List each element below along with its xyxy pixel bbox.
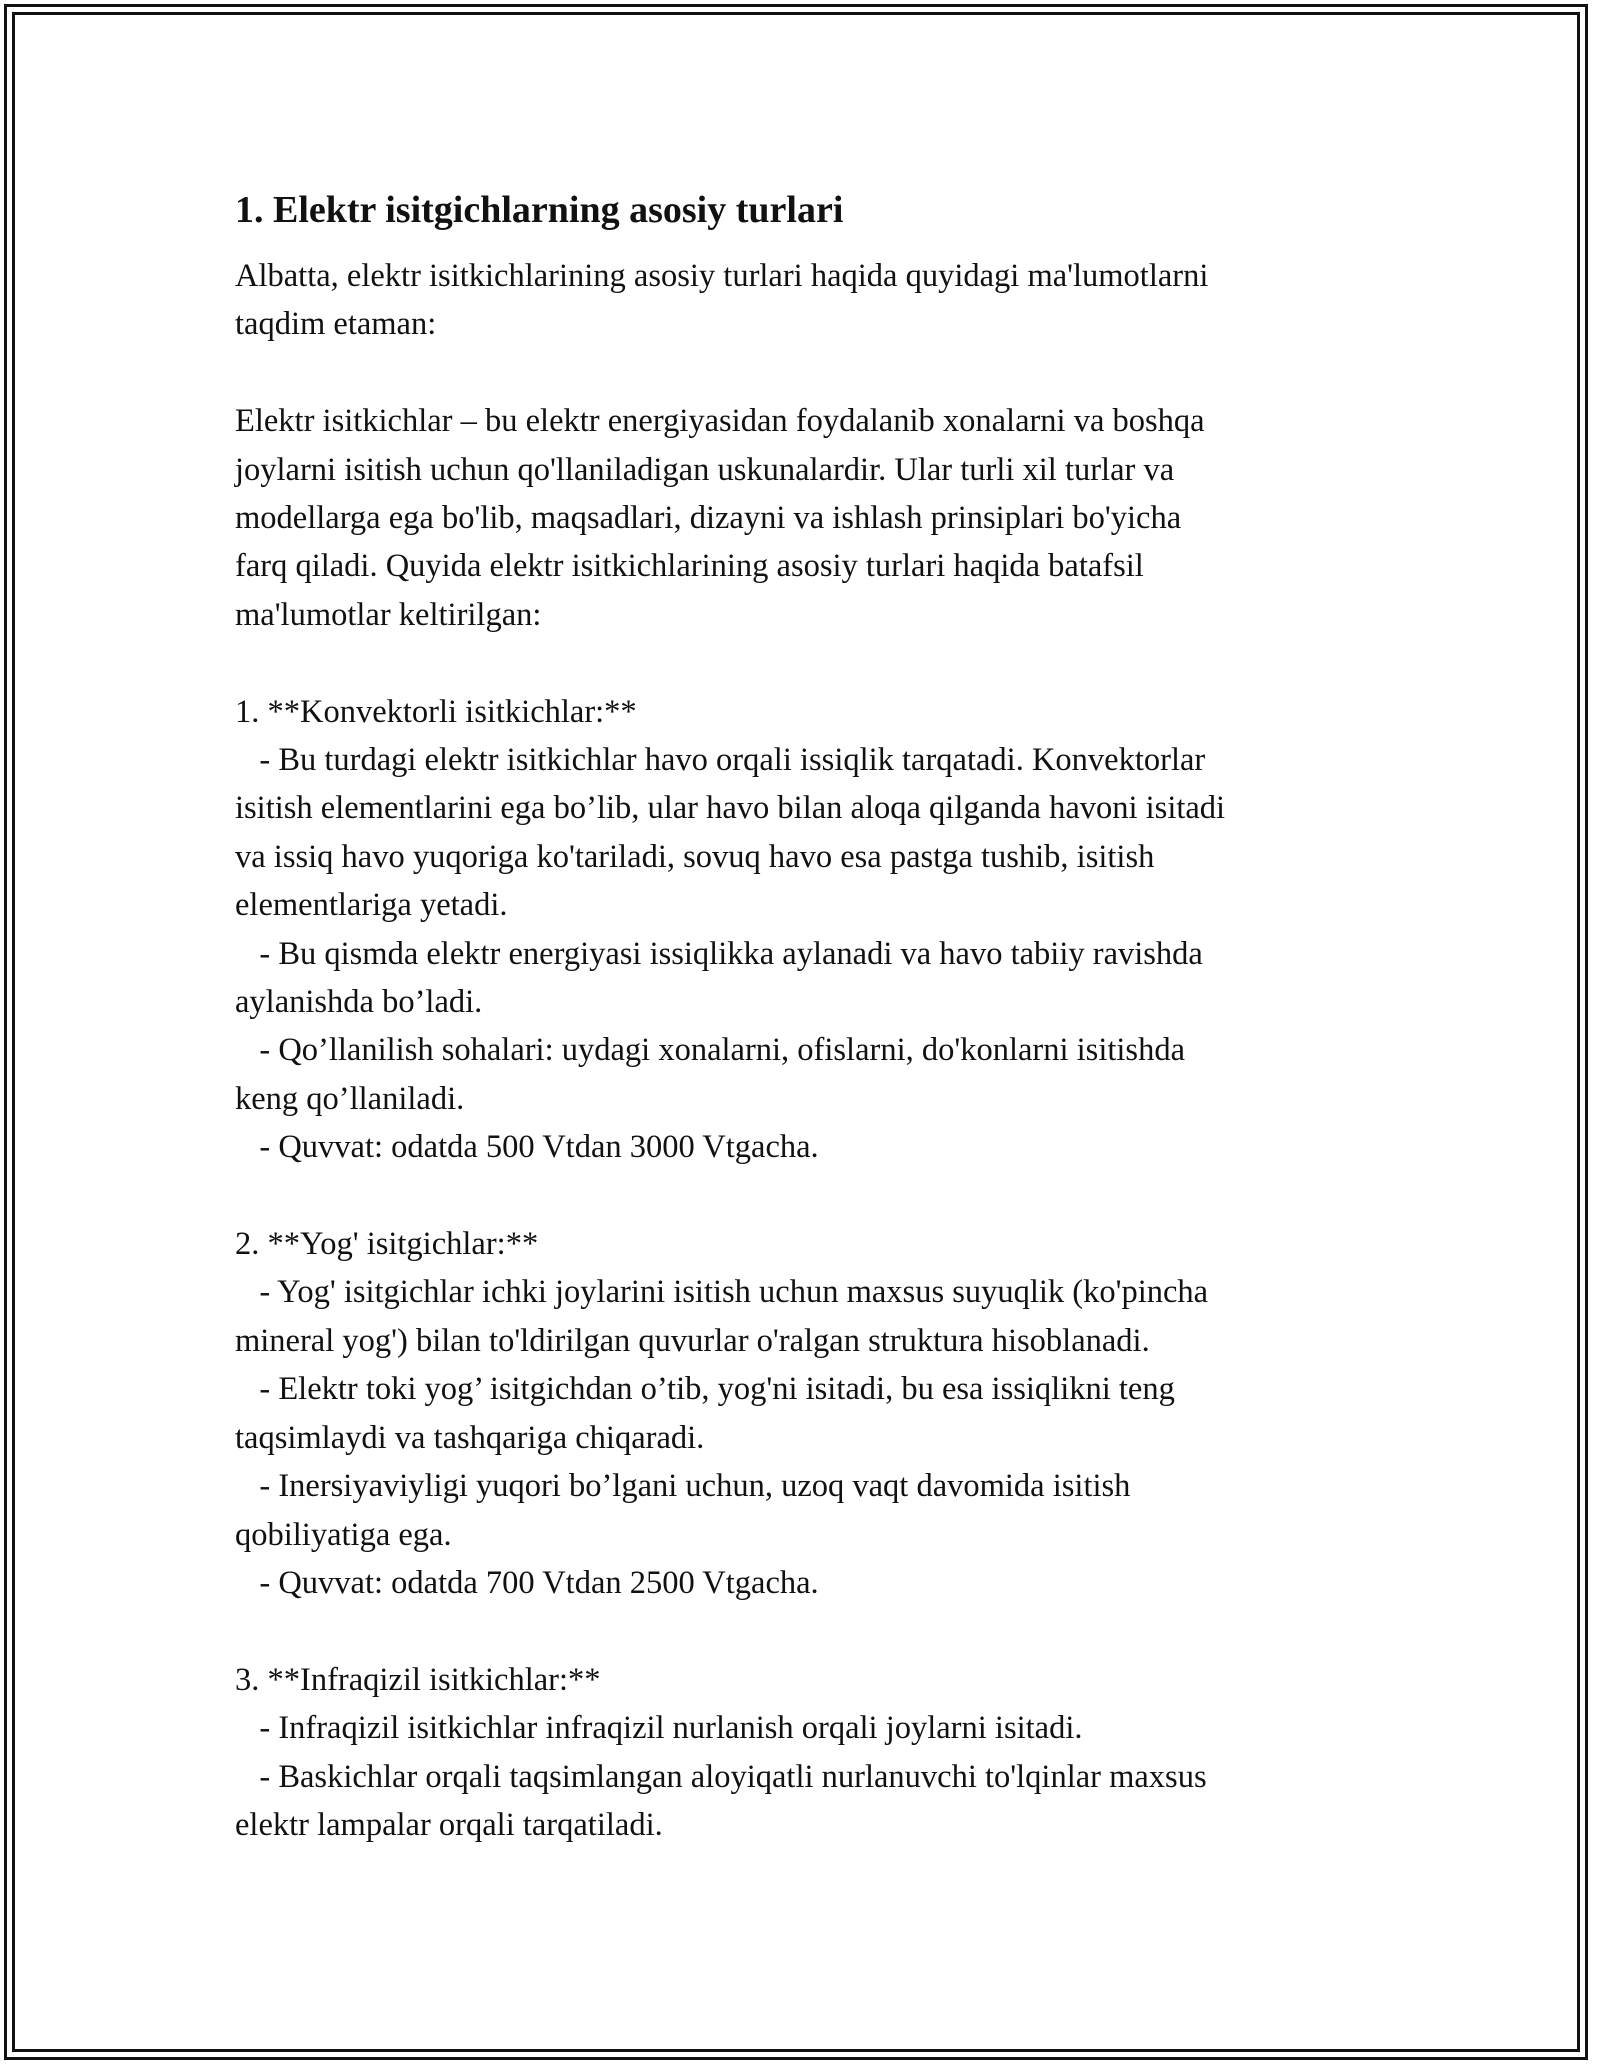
text-line: - Qo’llanilish sohalari: uydagi xonalarni, ofislarni, do'konlarni isitishda [235, 1032, 1185, 1069]
text-line: keng qo’llaniladi. [235, 1080, 465, 1117]
blank-line [235, 1172, 1365, 1220]
text-line: mineral yog') bilan to'ldirilgan quvurlar o'ralgan struktura hisoblanadi. [235, 1322, 1150, 1359]
text-line: elementlariga yetadi. [235, 887, 508, 924]
text-line: - Quvvat: odatda 500 Vtdan 3000 Vtgacha. [235, 1129, 819, 1166]
text-line: Albatta, elektr isitkichlarining asosiy turlari haqida quyidagi ma'lumotlarni [235, 258, 1209, 294]
text-line: joylarni isitish uchun qo'llaniladigan uskunalardir. Ular turli xil turlar va [235, 451, 1175, 488]
text-line: modellarga ega bo'lib, maqsadlari, dizayni va ishlash prinsiplari bo'yicha [235, 500, 1182, 537]
blank-line [235, 639, 1365, 687]
text-line: - Baskichlar orqali taqsimlangan aloyiqatli nurlanuvchi to'lqinlar maxsus [235, 1758, 1207, 1795]
text-line: ma'lumotlar keltirilgan: [235, 596, 542, 633]
section-heading: 3. **Infraqizil isitkichlar:** [235, 1661, 601, 1698]
text-line: isitish elementlarini ega bo’lib, ular havo bilan aloqa qilganda havoni isitadi [235, 790, 1226, 827]
text-line: Elektr isitkichlar – bu elektr energiyasidan foydalanib xonalarni va boshqa [235, 403, 1205, 440]
text-line: qobiliyatiga ega. [235, 1516, 452, 1553]
text-line: - Infraqizil isitkichlar infraqizil nurlanish orqali joylarni isitadi. [235, 1710, 1083, 1747]
document-title: 1. Elektr isitgichlarning asosiy turlari [235, 189, 844, 231]
text-line: taqsimlaydi va tashqariga chiqaradi. [235, 1419, 705, 1456]
section-heading: 2. **Yog' isitgichlar:** [235, 1226, 539, 1263]
section-heading: 1. **Konvektorli isitkichlar:** [235, 693, 637, 730]
intro-paragraph [235, 252, 1365, 349]
text-line: taqdim etaman: [235, 306, 437, 343]
text-line: - Quvvat: odatda 700 Vtdan 2500 Vtgacha. [235, 1564, 819, 1601]
text-line: elektr lampalar orqali tarqatiladi. [235, 1806, 663, 1843]
section-infrared [235, 1656, 1365, 1850]
text-line: farq qiladi. Quyida elektr isitkichlarining asosiy turlari haqida batafsil [235, 548, 1144, 585]
blank-line [235, 349, 1365, 397]
text-line: va issiq havo yuqoriga ko'tariladi, sovuq havo esa pastga tushib, isitish [235, 838, 1155, 875]
section-convector [235, 688, 1365, 1172]
text-line: - Inersiyaviyligi yuqori bo’lgani uchun, uzoq vaqt davomida isitish [235, 1468, 1131, 1505]
text-line: - Elektr toki yog’ isitgichdan o’tib, yog'ni isitadi, bu esa issiqlikni teng [235, 1371, 1175, 1408]
blank-line [235, 1607, 1365, 1655]
text-line: aylanishda bo’ladi. [235, 984, 483, 1021]
section-oil-heater [235, 1220, 1365, 1607]
document-content [235, 186, 1365, 1849]
text-line: - Bu qismda elektr energiyasi issiqlikka aylanadi va havo tabiiy ravishda [235, 935, 1203, 972]
definition-paragraph [235, 397, 1365, 639]
text-line: - Bu turdagi elektr isitkichlar havo orqali issiqlik tarqatadi. Konvektorlar [235, 742, 1206, 779]
text-line: - Yog' isitgichlar ichki joylarini isitish uchun maxsus suyuqlik (ko'pincha [235, 1274, 1209, 1311]
